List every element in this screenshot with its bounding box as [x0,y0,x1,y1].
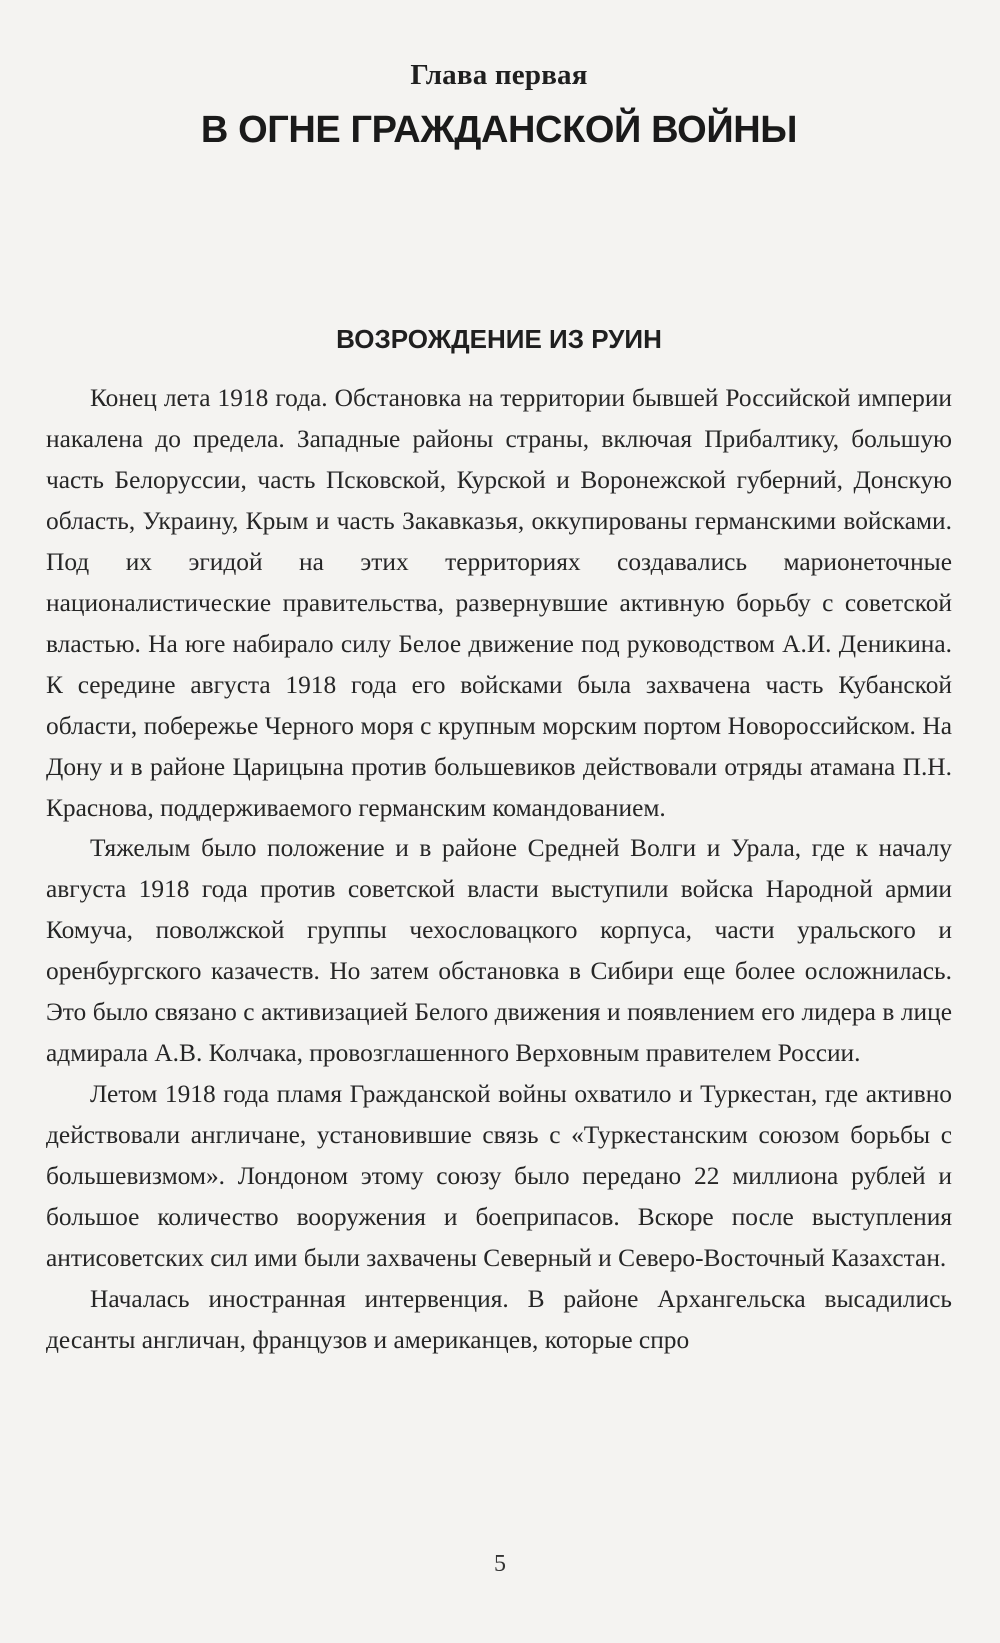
page-number: 5 [494,1551,506,1577]
paragraph: Конец лета 1918 года. Обстановка на территории бывшей Российской империи накалена до предела. Западные районы страны, включая Прибалтику, большую часть Белоруссии, часть Псковской, Курской и Воронежской губерний, Донскую область, Украину, Крым и часть Закавказья, оккупированы германскими войсками. Под их эгидой на этих территориях создавались марионеточные националистические правительства, развернувшие активную борьбу с советской властью. На юге набирало силу Белое движение под руководством А.И. Деникина. К середине августа 1918 года его войсками была захвачена часть Кубанской области, побережье Черного моря с крупным морским портом Новороссийском. На Дону и в районе Царицына против большевиков действовали отряды атамана П.Н. Краснова, поддерживаемого германским командованием. [46,384,952,822]
paragraph: Летом 1918 года пламя Гражданской войны охватило и Туркестан, где активно действовали англичане, установившие связь с «Туркестанским союзом борьбы с большевизмом». Лондоном этому союзу было передано 22 миллиона рублей и большое количество вооружения и боеприпасов. Вскоре после выступления антисоветских сил ими были захвачены Северный и Северо-Восточный Казахстан. [46,1080,952,1273]
paragraph: Тяжелым было положение и в районе Средней Волги и Урала, где к началу августа 1918 года против советской власти выступили войска Народной армии Комуча, поволжской группы чехословацкого корпуса, части уральского и оренбургского казачеств. Но затем обстановка в Сибири еще более осложнилась. Это было связано с активизацией Белого движения и появлением его лидера в лице адмирала А.В. Колчака, провозглашенного Верховным правителем России. [46,834,952,1068]
chapter-label: Глава первая [410,59,588,91]
paragraph: Началась иностранная интервенция. В районе Архангельска высадились десанты англичан, французов и американцев, которые спро [46,1284,952,1354]
section-title: ВОЗРОЖДЕНИЕ ИЗ РУИН [336,324,662,354]
body-text [46,378,952,1361]
chapter-title: В ОГНЕ ГРАЖДАНСКОЙ ВОЙНЫ [200,109,798,151]
book-page [0,58,1000,1643]
